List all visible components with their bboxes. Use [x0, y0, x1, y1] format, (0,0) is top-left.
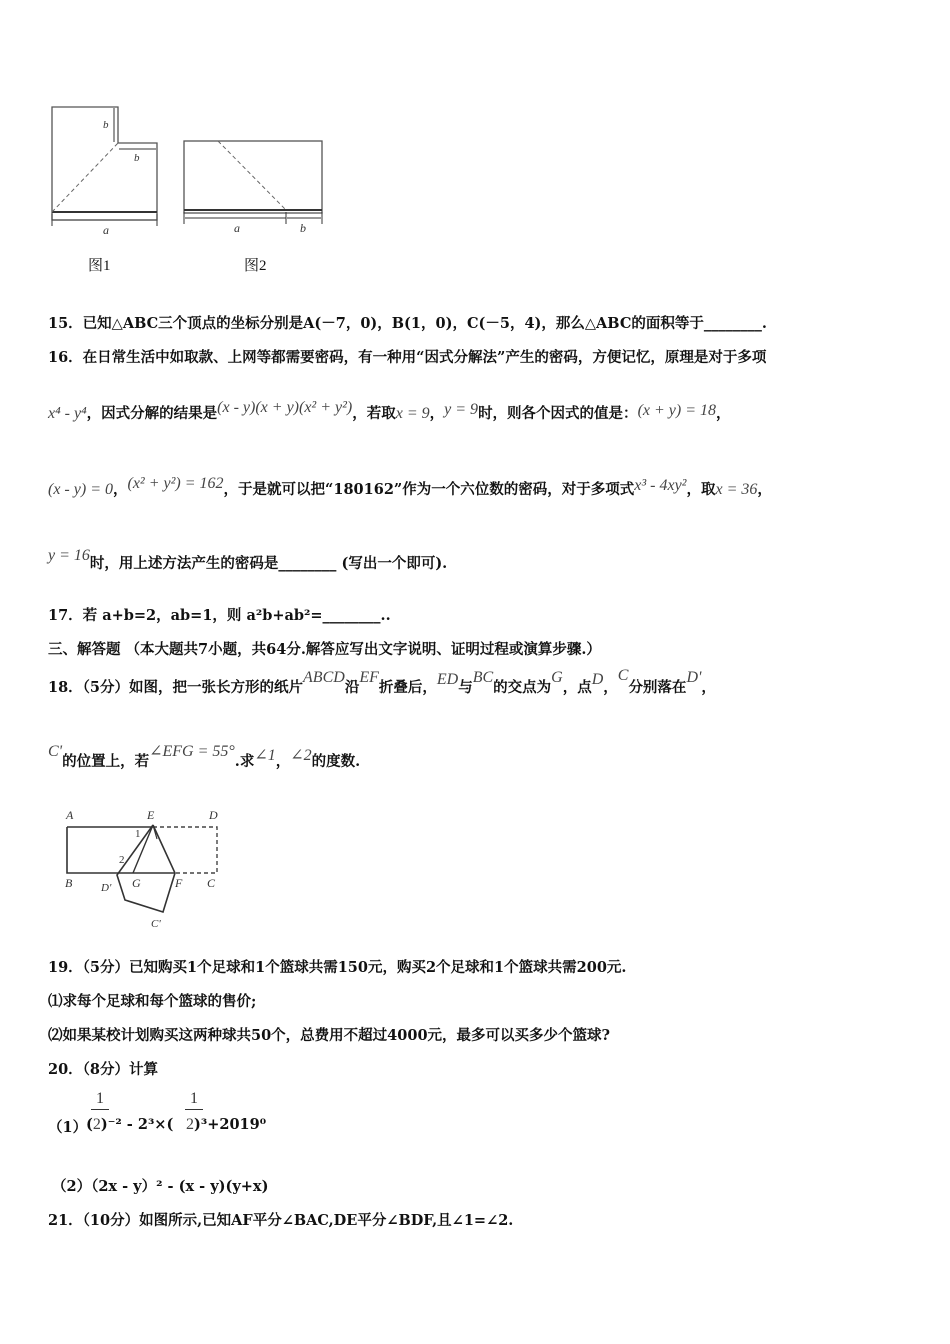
question-18-line2: C'的位置上，若∠EFG = 55°.求∠1，∠2的度数.: [48, 743, 361, 770]
fig18-label-one: 1: [135, 828, 141, 840]
poly-expression: x⁴ - y⁴: [48, 405, 87, 422]
fig18-label-B: B: [65, 876, 73, 890]
question-16-line3: (x - y) = 0，(x² + y²) = 162，于是就可以把“180162”作为一个六位数的密码，对于多项式x³ - 4xy²，取x = 36，: [48, 475, 772, 498]
question-19: 19．（5分）已知购买1个足球和1个篮球共需150元，购买2个足球和1个篮球共需200元.: [48, 959, 627, 976]
fig18-label-A: A: [66, 808, 74, 822]
fig1-label-a: a: [103, 223, 109, 237]
fig2-caption: 图2: [244, 258, 267, 274]
fig1-dashed-line: [52, 143, 118, 212]
fig18-label-two: 2: [119, 854, 125, 866]
question-20: 20．（8分）计算: [48, 1061, 159, 1078]
question-17: 17．若 a+b=2，ab=1，则 a²b+ab²=________..: [48, 607, 391, 624]
fig18-folded-part: [117, 825, 175, 912]
fraction-half-1: 1: [91, 1090, 109, 1111]
fig1-label-b-horizontal: b: [134, 152, 140, 164]
question-15: 15．已知△ABC三个顶点的坐标分别是A(－7，0)，B(1，0)，C(－5，4)，那么△ABC的面积等于________.: [48, 315, 767, 332]
fig18-dashed-rect: [153, 827, 217, 873]
question-16-line1: 16．在日常生活中如取款、上网等都需要密码，有一种用“因式分解法”产生的密码，方便记忆，原理是对于多项: [48, 349, 767, 366]
question-20-part2: （2）（2x - y）² - (x - y)(y+x): [52, 1178, 269, 1195]
question-19-part2: ⑵如果某校计划购买这两种球共50个，总费用不超过4000元，最多可以买多少个篮球?: [48, 1027, 611, 1044]
fig1-caption: 图1: [88, 258, 111, 274]
fig18-label-D-prime: D': [101, 882, 112, 894]
factored-expression: (x - y)(x + y)(x² + y²): [217, 399, 353, 416]
question-16-line2: x⁴ - y⁴，因式分解的结果是(x - y)(x + y)(x² + y²)，若取x = 9，y = 9时，则各个因式的值是：(x + y) = 18，: [48, 399, 731, 422]
fig1-label-b-vertical: b: [103, 119, 109, 131]
fig18-label-C: C: [207, 876, 216, 890]
question-18-line1: 18．（5分）如图，把一张长方形的纸片ABCD沿EF折叠后，ED与BC的交点为G，点D，C分别落在D'，: [48, 667, 716, 696]
figure-18: [55, 805, 235, 935]
fig18-label-D: D: [209, 808, 218, 822]
fig2-label-a: a: [234, 221, 240, 235]
question-21: 21．（10分）如图所示,已知AF平分∠BAC,DE平分∠BDF,且∠1=∠2.: [48, 1212, 514, 1229]
figure-1: [45, 100, 165, 240]
fig18-label-F: F: [175, 876, 183, 890]
question-16-line4: y = 16时，用上述方法产生的密码是________ (写出一个即可).: [48, 547, 448, 572]
fig18-label-G: G: [132, 876, 141, 890]
question-19-part1: ⑴求每个足球和每个篮球的售价;: [48, 993, 257, 1010]
section-3-header: 三、解答题 （本大题共7小题，共64分.解答应写出文字说明、证明过程或演算步骤.）: [48, 641, 601, 658]
fig2-dashed-line: [218, 141, 286, 210]
question-20-part1: （1）: [48, 1119, 88, 1136]
fig18-label-E: E: [147, 808, 155, 822]
fraction-half-2: 1: [185, 1090, 203, 1111]
figure-2: [178, 134, 328, 240]
fig2-label-b: b: [300, 221, 306, 235]
fig18-label-C-prime: C': [151, 918, 161, 930]
